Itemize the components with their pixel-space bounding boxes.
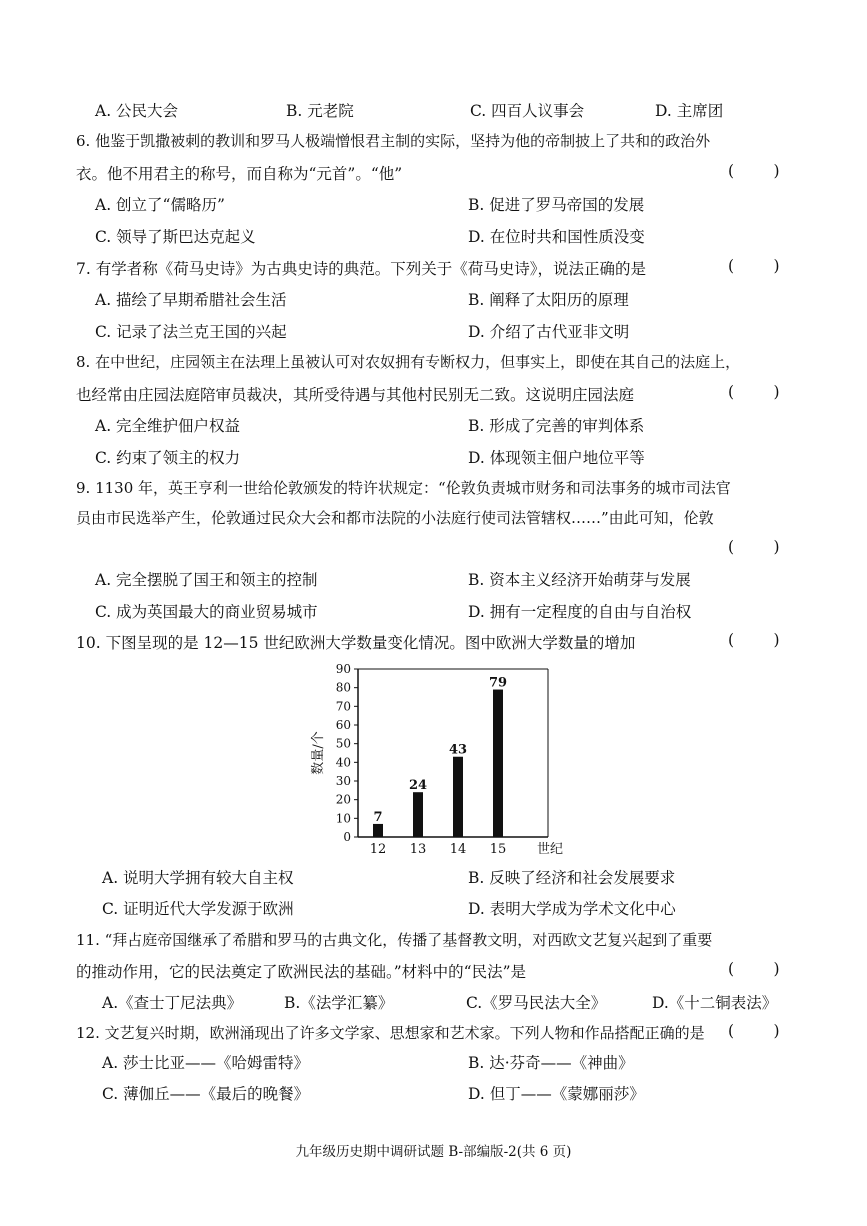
- bar-15: [493, 690, 503, 837]
- q11-option-c: C.《罗马民法大全》: [466, 994, 607, 1012]
- bar-value-label: 43: [448, 742, 468, 758]
- y-tick-label: 60: [335, 718, 351, 732]
- q8-option-d: D. 体现领主佃户地位平等: [468, 449, 645, 467]
- y-axis-label: 数量/个: [311, 731, 326, 775]
- q9-option-d: D. 拥有一定程度的自由与自治权: [468, 603, 692, 621]
- q7-option-c: C. 记录了法兰克王国的兴起: [95, 323, 287, 341]
- bar-value-label: 24: [408, 778, 428, 794]
- q9-option-b: B. 资本主义经济开始萌芽与发展: [468, 571, 691, 589]
- q11-option-b: B.《法学汇纂》: [284, 994, 394, 1012]
- q8-option-c: C. 约束了领主的权力: [95, 449, 241, 467]
- q6-stem-line2: 衣。他不用君主的称号，而自称为“元首”。“他”: [76, 165, 403, 183]
- y-tick-label: 20: [335, 792, 351, 807]
- q6-option-a: A. 创立了“儒略历”: [95, 196, 225, 214]
- x-tick-label: 15: [489, 842, 507, 857]
- q11-option-a: A.《查士丁尼法典》: [102, 994, 243, 1012]
- q5-option-a: A. 公民大会: [95, 102, 179, 120]
- q11-answer-paren: ( ): [728, 960, 780, 978]
- q8-stem-line1: 8. 在中世纪，庄园领主在法理上虽被认可对农奴拥有专断权力，但事实上，即使在其自己的法庭上，: [76, 353, 741, 371]
- q9-answer-paren: ( ): [728, 538, 780, 556]
- q6-option-b: B. 促进了罗马帝国的发展: [468, 196, 645, 214]
- q12-option-d: D. 但丁——《蒙娜丽莎》: [468, 1085, 645, 1103]
- q10-option-b: B. 反映了经济和社会发展要求: [468, 869, 676, 887]
- q7-answer-paren: ( ): [728, 257, 780, 275]
- x-axis-label: 世纪: [536, 842, 564, 857]
- q12-answer-paren: ( ): [728, 1022, 780, 1040]
- q5-option-b: B. 元老院: [286, 102, 354, 120]
- q8-answer-paren: ( ): [728, 383, 780, 401]
- q9-stem-line1: 9. 1130 年，英王亨利一世给伦敦颁发的特许状规定：“伦敦负责城市财务和司法事务的城市司法官: [76, 479, 731, 497]
- bar-value-label: 79: [488, 675, 508, 691]
- q11-stem-line2: 的推动作用，它的民法奠定了欧洲民法的基础。”材料中的“民法”是: [76, 963, 527, 981]
- q7-stem: 7. 有学者称《荷马史诗》为古典史诗的典范。下列关于《荷马史诗》，说法正确的是: [76, 260, 646, 278]
- q7-option-b: B. 阐释了太阳历的原理: [468, 291, 629, 309]
- bar-14: [453, 757, 463, 837]
- y-tick-label: 80: [335, 680, 351, 695]
- q6-option-c: C. 领导了斯巴达克起义: [95, 228, 256, 246]
- q5-option-c: C. 四百人议事会: [470, 102, 585, 120]
- bar-13: [413, 792, 423, 837]
- q12-option-b: B. 达·芬奇——《神曲》: [468, 1054, 634, 1072]
- y-tick-label: 50: [335, 736, 351, 751]
- x-tick-label: 12: [369, 842, 387, 857]
- q9-option-c: C. 成为英国最大的商业贸易城市: [95, 603, 318, 621]
- q11-option-d: D.《十二铜表法》: [652, 994, 778, 1012]
- q6-option-d: D. 在位时共和国性质没变: [468, 228, 645, 246]
- y-tick-label: 10: [335, 811, 351, 826]
- q12-stem: 12. 文艺复兴时期，欧洲涌现出了许多文学家、思想家和艺术家。下列人物和作品搭配正确的是: [76, 1024, 705, 1042]
- q7-option-a: A. 描绘了早期希腊社会生活: [95, 291, 287, 309]
- q8-option-b: B. 形成了完善的审判体系: [468, 417, 645, 435]
- q12-option-a: A. 莎士比亚——《哈姆雷特》: [102, 1054, 310, 1072]
- q10-option-d: D. 表明大学成为学术文化中心: [468, 900, 676, 918]
- q8-option-a: A. 完全维护佃户权益: [95, 417, 241, 435]
- bar-12: [373, 824, 383, 837]
- y-tick-label: 90: [335, 662, 351, 676]
- q10-option-a: A. 说明大学拥有较大自主权: [102, 869, 294, 887]
- q7-option-d: D. 介绍了古代亚非文明: [468, 323, 630, 341]
- q10-stem: 10. 下图呈现的是 12—15 世纪欧洲大学数量变化情况。图中欧洲大学数量的增加: [76, 634, 636, 652]
- y-tick-label: 70: [335, 699, 351, 714]
- q10-option-c: C. 证明近代大学发源于欧洲: [102, 900, 294, 918]
- page-footer: 九年级历史期中调研试题 B-部编版-2(共 6 页): [295, 1144, 572, 1160]
- university-count-bar-chart: [300, 655, 564, 857]
- y-tick-label: 40: [335, 755, 351, 770]
- bar-value-label: 7: [373, 809, 383, 825]
- q6-answer-paren: ( ): [728, 162, 780, 180]
- q11-stem-line1: 11. “拜占庭帝国继承了希腊和罗马的古典文化，传播了基督教文明，对西欧文艺复兴起到了重要: [76, 931, 713, 949]
- q10-answer-paren: ( ): [728, 631, 780, 649]
- q12-option-c: C. 薄伽丘——《最后的晚餐》: [102, 1085, 310, 1103]
- x-tick-label: 14: [449, 842, 467, 857]
- q8-stem-line2: 也经常由庄园法庭陪审员裁决，其所受待遇与其他村民别无二致。这说明庄园法庭: [76, 386, 635, 404]
- q9-option-a: A. 完全摆脱了国王和领主的控制: [95, 571, 318, 589]
- x-tick-label: 13: [409, 842, 427, 857]
- q6-stem-line1: 6. 他鉴于凯撒被刺的教训和罗马人极端憎恨君主制的实际，坚持为他的帝制披上了共和的政治外: [76, 132, 711, 150]
- q9-stem-line2: 员由市民选举产生，伦敦通过民众大会和都市法院的小法庭行使司法管辖权……”由此可知，伦敦: [76, 509, 714, 527]
- y-tick-label: 0: [343, 830, 351, 844]
- y-tick-label: 30: [335, 774, 351, 788]
- q5-option-d: D. 主席团: [655, 102, 724, 120]
